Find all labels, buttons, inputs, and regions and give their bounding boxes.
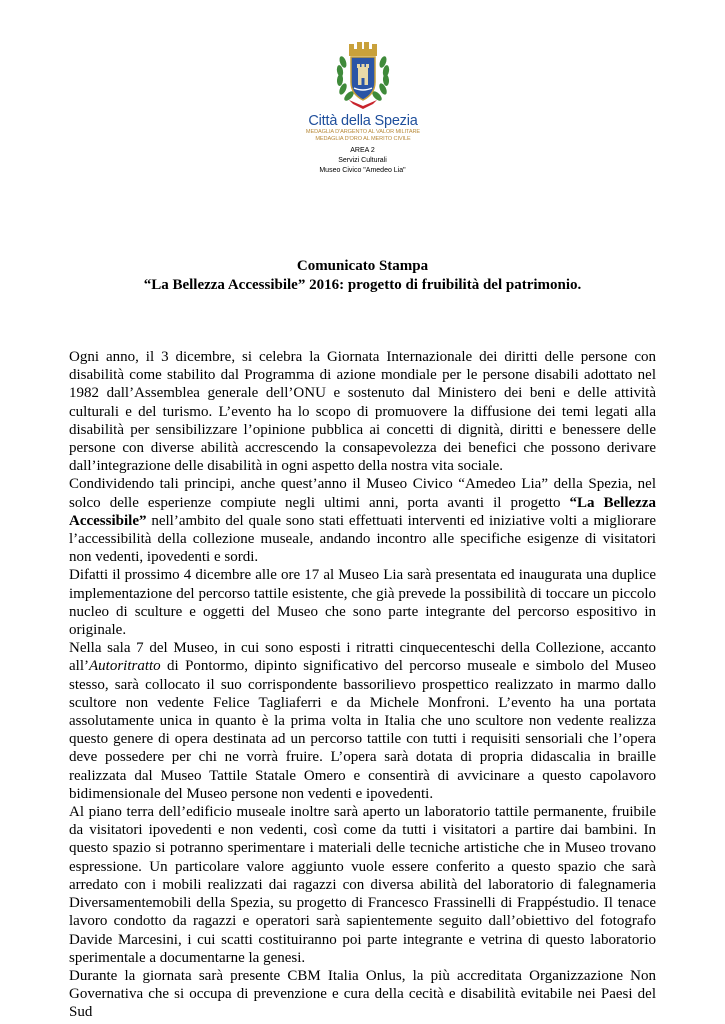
- paragraph: Nella sala 7 del Museo, in cui sono esposti i ritratti cinquecenteschi della Collezione, accanto all’Autoritratto di Pontormo, dipinto significativo del percorso museale e simbolo del Museo stesso, sarà collocato il suo corrispondente bassorilievo prospettico realizzato in marmo dallo scultore non vedente Felice Tagliaferri e da Michele Monfroni. L’evento ha una portata assolutamente unica in quanto è la prima volta in Italia che uno scultore non vedente realizza questo genere di opera destinata ad un percorso tattile con tutti i requisiti sensoriali che l’opera deve possedere per chi ne vorrà fruire. L’opera sarà dotata di propria didascalia in braille realizzata dal Museo Tattile Statale Omero e consentirà di avvicinare a questo capolavoro bidimensionale del Museo persone non vedenti e ipovedenti.: [69, 640, 656, 802]
- project-name: “La Bellezza Accessibile”: [69, 494, 656, 529]
- paragraph: Ogni anno, il 3 dicembre, si celebra la Giornata Internazionale dei diritti delle persone con disabilità come stabilito dal Programma di azione mondiale per le persone disabili adottato nel 1982 dall’Assemblea generale dell’ONU e sostenuto dal Ministero dei beni e delle attività culturali e del turismo. L’evento ha lo scopo di promuovere la diffusione dei temi legati alla disabilità per sensibilizzare l’opinione pubblica ai concetti di dignità, diritti e benessere delle persone con diverse abilità accrescendo la consapevolezza dei benefici che possono derivare dall’integrazione delle disabilità in ogni aspetto della nostra vita sociale.: [69, 349, 656, 475]
- paragraph: Condividendo tali principi, anche quest’anno il Museo Civico “Amedeo Lia” della Spezia, nel solco delle esperienze compiute negli ultimi anni, porta avanti il progetto “La Bellezza Accessibile” nell’ambito del quale sono stati effettuati interventi ed iniziative volti a migliorare l’accessibilità della collezione museale, andando incontro alle specifiche esigenze di visitatori non vedenti, ipovedenti e sordi.: [69, 476, 656, 566]
- artwork-title: Autoritratto: [89, 658, 161, 675]
- department-info: [0, 146, 725, 176]
- museum-label: Museo Civico "Amedeo Lia": [319, 167, 406, 174]
- medal-line-gold: MEDAGLIA D'ORO AL MERITO CIVILE: [315, 136, 411, 142]
- paragraph: Difatti il prossimo 4 dicembre alle ore 17 al Museo Lia sarà presentata ed inaugurata una duplice implementazione del percorso tattile esistente, che già prevede la possibilità di toccare un piccolo nucleo di sculture e oggetti del Museo che sono parte integrante del percorso espositivo in originale.: [69, 567, 656, 639]
- body-text: [69, 348, 656, 1022]
- document-subtitle: “La Bellezza Accessibile” 2016: progetto di fruibilità del patrimonio.: [143, 277, 582, 293]
- city-crest-icon: [327, 40, 399, 112]
- city-logo: [298, 40, 428, 143]
- area-label: AREA 2: [350, 147, 375, 154]
- ribbon-icon: [349, 100, 377, 109]
- paragraph: Al piano terra dell’edificio museale inoltre sarà aperto un laboratorio tattile permanente, fruibile da visitatori ipovedenti e non vedenti, così come da tutti i visitatori a partire dai bambini. In questo spazio si potranno sperimentare i materiali delle tecniche artistiche che in Museo trovano espressione. Un particolare valore aggiunto vuole essere conferito a questo spazio che sarà arredato con i mobili realizzati dai ragazzi con diversa abilità del laboratorio di falegnameria Diversamentemobili della Spezia, su progetto di Francesco Frassinelli di Frappéstudio. Il tenace lavoro condotto da ragazzi e operatori sarà sapientemente seguito dall’obiettivo del fotografo Davide Marcesini, i cui scatti costituiranno poi parte integrante e vetrina di questo laboratorio sperimentale a documentarne la genesi.: [69, 804, 656, 966]
- document-title: Comunicato Stampa: [296, 258, 429, 274]
- mural-crown-icon: [349, 42, 377, 56]
- paragraph: Durante la giornata sarà presente CBM Italia Onlus, la più accreditata Organizzazione Non Governativa che si occupa di prevenzione e cura della cecità e disabilità evitabile nei Paesi del Sud: [69, 967, 656, 1021]
- medal-line-silver: MEDAGLIA D'ARGENTO AL VALOR MILITARE: [305, 129, 421, 135]
- department-label: Servizi Culturali: [338, 157, 387, 164]
- city-name: Città della Spezia: [308, 113, 418, 129]
